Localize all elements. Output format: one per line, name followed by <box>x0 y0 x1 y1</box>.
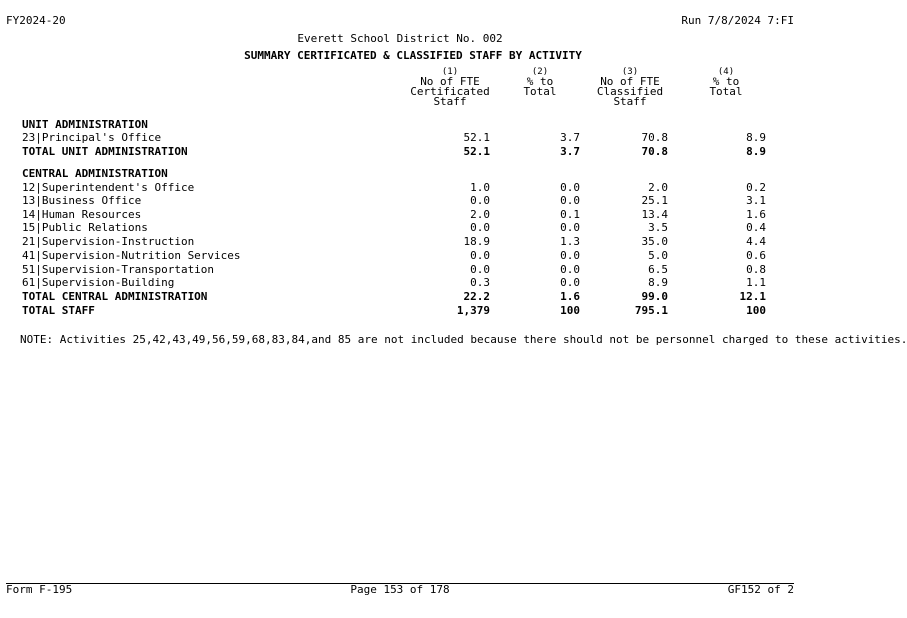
class-fte-value: 25.1 <box>641 194 668 207</box>
cert-fte-value: 0.3 <box>470 276 490 289</box>
row-label: 41|Supervision-Nutrition Services <box>22 249 241 262</box>
cert-pct-value: 0.0 <box>560 263 580 276</box>
run-stamp: Run 7/8/2024 7:FI <box>681 14 794 27</box>
col-heading-3-label: No of FTE Classified Staff <box>596 75 664 108</box>
cert-pct-value: 3.7 <box>560 131 580 144</box>
class-fte-value: 3.5 <box>648 221 668 234</box>
district-name: Everett School District No. 002 <box>297 32 503 45</box>
cert-fte-value: 0.0 <box>470 194 490 207</box>
table-row <box>0 208 800 221</box>
col-heading-1 <box>410 68 490 107</box>
cert-pct-value: 100 <box>560 304 580 317</box>
row-label: 23|Principal's Office <box>22 131 162 144</box>
class-pct-value: 0.2 <box>746 181 766 194</box>
row-label: 13|Business Office <box>22 194 142 207</box>
class-pct-value: 0.4 <box>746 221 766 234</box>
fiscal-year: FY2024-20 <box>6 14 66 27</box>
row-label: 61|Supervision-Building <box>22 276 175 289</box>
table-row <box>0 276 800 289</box>
row-label: 14|Human Resources <box>22 208 142 221</box>
col-heading-4-label: % to Total <box>709 75 743 98</box>
class-fte-value: 2.0 <box>648 181 668 194</box>
cert-fte-value: 18.9 <box>463 235 490 248</box>
class-fte-value: 6.5 <box>648 263 668 276</box>
cert-pct-value: 0.0 <box>560 194 580 207</box>
total-staff-row <box>0 304 800 317</box>
col-heading-1-number: (1) <box>441 67 459 77</box>
table-row <box>0 194 800 207</box>
class-fte-value: 70.8 <box>641 145 668 158</box>
class-fte-value: 5.0 <box>648 249 668 262</box>
class-fte-value: 35.0 <box>641 235 668 248</box>
class-pct-value: 8.9 <box>746 131 766 144</box>
table-row <box>0 221 800 234</box>
cert-pct-value: 0.0 <box>560 181 580 194</box>
class-pct-value: 3.1 <box>746 194 766 207</box>
cert-fte-value: 22.2 <box>463 290 490 303</box>
class-pct-value: 1.6 <box>746 208 766 221</box>
class-pct-value: 4.4 <box>746 235 766 248</box>
cert-fte-value: 1.0 <box>470 181 490 194</box>
col-heading-4 <box>696 68 756 97</box>
col-heading-1-label: No of FTE Certificated Staff <box>410 75 490 108</box>
cert-pct-value: 1.6 <box>560 290 580 303</box>
report-title: SUMMARY CERTIFICATED & CLASSIFIED STAFF BY ACTIVITY <box>244 49 582 62</box>
report-code: GF152 of 2 <box>727 583 794 596</box>
class-pct-value: 8.9 <box>746 145 766 158</box>
class-pct-value: 1.1 <box>746 276 766 289</box>
row-label: TOTAL CENTRAL ADMINISTRATION <box>22 290 208 303</box>
cert-pct-value: 0.0 <box>560 249 580 262</box>
row-label: 12|Superintendent's Office <box>22 181 195 194</box>
cert-pct-value: 0.0 <box>560 221 580 234</box>
cert-pct-value: 3.7 <box>560 145 580 158</box>
row-label: 51|Supervision-Transportation <box>22 263 215 276</box>
cert-pct-value: 0.0 <box>560 276 580 289</box>
cert-fte-value: 0.0 <box>470 249 490 262</box>
unit-admin-total-row <box>0 145 800 158</box>
table-row <box>0 263 800 276</box>
col-heading-4-number: (4) <box>717 67 735 77</box>
row-label: TOTAL STAFF <box>22 304 95 317</box>
central-admin-heading: CENTRAL ADMINISTRATION <box>22 167 168 180</box>
table-row <box>0 131 800 144</box>
table-row <box>0 249 800 262</box>
class-pct-value: 12.1 <box>739 290 766 303</box>
row-label: TOTAL UNIT ADMINISTRATION <box>22 145 188 158</box>
cert-fte-value: 0.0 <box>470 221 490 234</box>
page-number: Page 153 of 178 <box>350 583 450 596</box>
cert-pct-value: 0.1 <box>560 208 580 221</box>
table-row <box>0 181 800 194</box>
col-heading-2-label: % to Total <box>523 75 557 98</box>
class-fte-value: 8.9 <box>648 276 668 289</box>
class-pct-value: 0.8 <box>746 263 766 276</box>
class-pct-value: 100 <box>746 304 766 317</box>
col-heading-2-number: (2) <box>531 67 549 77</box>
class-fte-value: 13.4 <box>641 208 668 221</box>
cert-fte-value: 0.0 <box>470 263 490 276</box>
class-fte-value: 70.8 <box>641 131 668 144</box>
col-heading-2 <box>510 68 570 97</box>
form-number: Form F-195 <box>6 583 73 596</box>
unit-admin-heading: UNIT ADMINISTRATION <box>22 118 148 131</box>
cert-fte-value: 2.0 <box>470 208 490 221</box>
footnote: NOTE: Activities 25,42,43,49,56,59,68,83,84,and 85 are not included because there should not be personnel charged to these activities. <box>20 333 907 346</box>
central-admin-total-row <box>0 290 800 303</box>
row-label: 15|Public Relations <box>22 221 148 234</box>
cert-fte-value: 52.1 <box>463 131 490 144</box>
class-fte-value: 99.0 <box>641 290 668 303</box>
cert-fte-value: 52.1 <box>463 145 490 158</box>
class-fte-value: 795.1 <box>634 304 668 317</box>
cert-fte-value: 1,379 <box>456 304 490 317</box>
col-heading-3-number: (3) <box>621 67 639 77</box>
col-heading-3 <box>590 68 670 107</box>
cert-pct-value: 1.3 <box>560 235 580 248</box>
row-label: 21|Supervision-Instruction <box>22 235 195 248</box>
class-pct-value: 0.6 <box>746 249 766 262</box>
table-row <box>0 235 800 248</box>
